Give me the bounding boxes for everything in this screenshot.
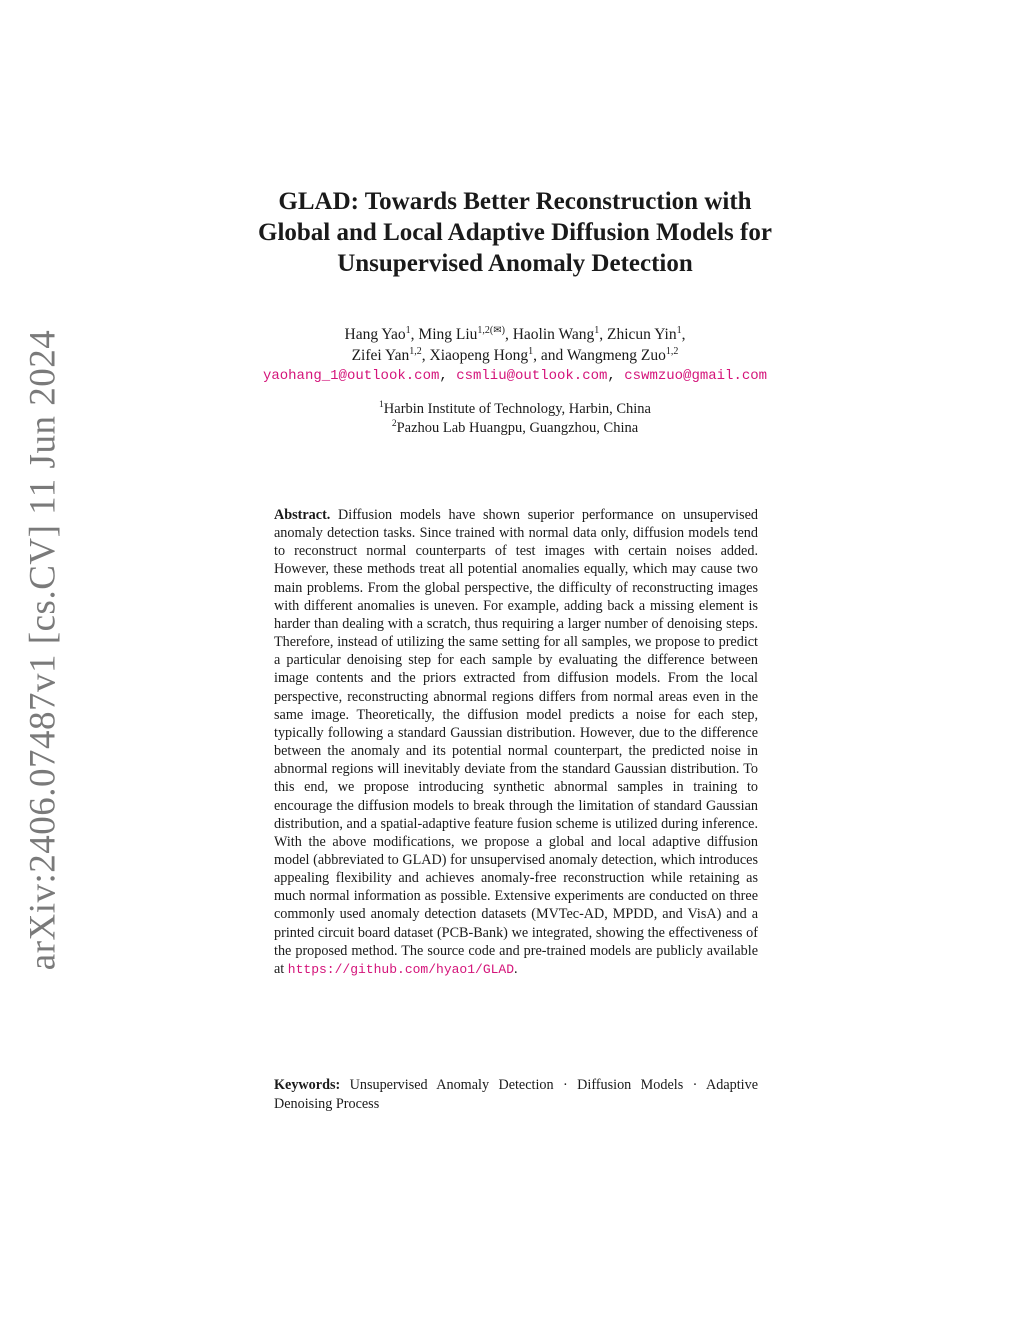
title-line: Global and Local Adaptive Diffusion Models for — [258, 219, 772, 246]
affiliations — [180, 400, 850, 438]
author-name: Haolin Wang — [512, 326, 595, 343]
author-line: Hang Yao$^1$, Ming Liu$^{1,2(✉)}$, Haolin Wang$^1$, Zhicun Yin$^1$, — [344, 324, 686, 343]
abstract — [274, 506, 758, 979]
keyword: Diffusion Models — [577, 1077, 684, 1093]
title-line: GLAD: Towards Better Reconstruction with — [278, 188, 752, 215]
author-affiliation-mark: 1 — [528, 345, 534, 357]
affiliation-mark: 2 — [391, 419, 397, 430]
keyword-separator: · — [553, 1077, 578, 1093]
affiliation — [180, 419, 850, 438]
abstract-label: Abstract. — [274, 507, 331, 523]
author-block — [180, 324, 850, 387]
affiliation-text: Pazhou Lab Huangpu, Guangzhou, China — [396, 420, 639, 436]
author-name: Hang Yao — [344, 326, 406, 343]
keywords-label: Keywords: — [274, 1077, 341, 1093]
author-affiliation-mark: 1,2 — [665, 345, 679, 357]
affiliation — [180, 400, 850, 419]
title-line: Unsupervised Anomaly Detection — [337, 250, 693, 277]
email-link[interactable]: csmliu@outlook.com — [456, 368, 608, 384]
author-name: Zifei Yan — [351, 347, 410, 364]
author-affiliation-mark: 1 — [676, 324, 682, 336]
email-link[interactable]: cswmzuo@gmail.com — [624, 368, 768, 384]
keyword-separator: · — [683, 1077, 706, 1093]
author-name: Ming Liu — [418, 326, 478, 343]
paper-title — [180, 186, 850, 279]
arxiv-identifier: arXiv:2406.07487v1 [cs.CV] 11 Jun 2024 — [22, 329, 64, 971]
email-line: yaohang_1@outlook.com, csmliu@outlook.com, cswmzuo@gmail.com — [262, 368, 768, 384]
keyword: Unsupervised Anomaly Detection — [349, 1077, 554, 1093]
author-name: Wangmeng Zuo — [566, 347, 666, 364]
affiliation-text: Harbin Institute of Technology, Harbin, China — [383, 401, 651, 417]
author-affiliation-mark: 1 — [594, 324, 600, 336]
author-line: Zifei Yan$^{1,2}$, Xiaopeng Hong$^1$, and Wangmeng Zuo$^{1,2}$ — [351, 345, 679, 364]
keywords — [274, 1076, 758, 1113]
keyword: Adaptive Denoising Process — [274, 1077, 758, 1112]
code-link[interactable]: https://github.com/hyao1/GLAD — [287, 961, 515, 977]
author-name: Zhicun Yin — [607, 326, 677, 343]
author-affiliation-mark: 1,2 — [409, 345, 422, 357]
email-link[interactable]: yaohang_1@outlook.com — [262, 368, 440, 384]
affiliation-mark: 1 — [379, 400, 384, 411]
author-affiliation-mark: 1 — [405, 324, 411, 336]
abstract-text: Diffusion models have shown superior performance on unsupervised anomaly detection tasks. Since trained with normal data only, diffusion models tend to reconstruct normal counterparts of test images with certain noises added. However, these methods treat all potential anomalies equally, which may cause two main problems. From the global perspective, the difficulty of reconstructing images with different anomalies is uneven. For example, adding back a missing element is harder than dealing with a scratch, thus requiring a larger number of denoising steps. Therefore, instead of utilizing the same setting for all samples, we propose to predict a particular denoising step for each sample by evaluating the difference between image contents and the priors extracted from diffusion models. From the local perspective, reconstructing abnormal regions differs from normal areas even in the same image. Theoretically, the diffusion model predicts a noise for each step, typically following a standard Gaussian distribution. However, due to the difference between the anomaly and its potential normal counterpart, the predicted noise in abnormal regions will inevitably deviate from the standard Gaussian distribution. To this end, we propose introducing synthetic abnormal samples in training to encourage the diffusion models to break through the limitation of standard Gaussian distribution, and a spatial-adaptive feature fusion scheme is utilized during inference. With the above modifications, we propose a global and local adaptive diffusion model (abbreviated to GLAD) for unsupervised anomaly detection, which introduces appealing flexibility and achieves anomaly-free reconstruction while retaining as much normal information as possible. Extensive experiments are conducted on three commonly used anomaly detection datasets (MVTec-AD, MPDD, and VisA) and a printed circuit board dataset (PCB-Bank) we integrated, showing the effectiveness of the proposed method. The source code and pre-trained models are publicly available at — [274, 507, 758, 977]
author-affiliation-mark: 1,2(✉) — [477, 324, 505, 336]
abstract-end: . — [514, 960, 518, 977]
author-name: Xiaopeng Hong — [429, 347, 529, 364]
